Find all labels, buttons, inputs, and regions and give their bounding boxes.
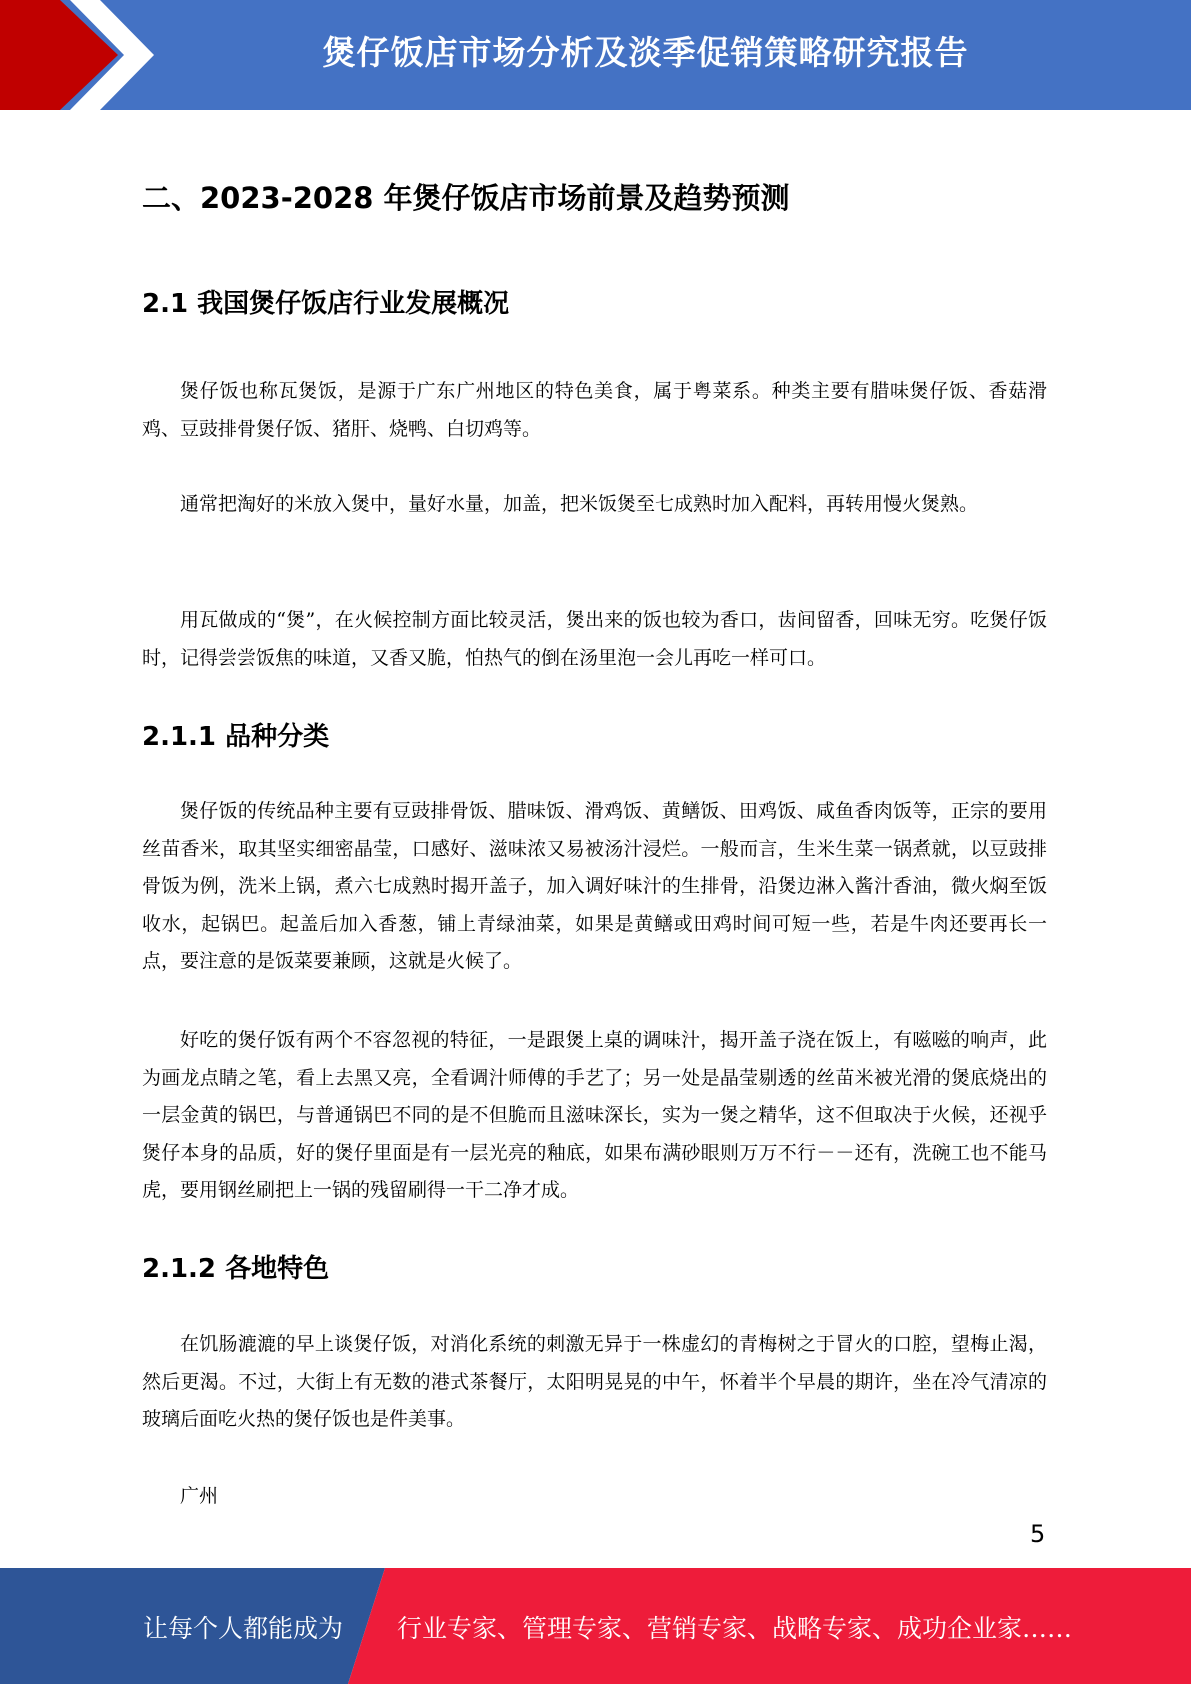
paragraph: 广州 <box>180 1485 219 1507</box>
footer-slogan-right: 行业专家、管理专家、营销专家、战略专家、成功企业家…… <box>397 1614 1073 1643</box>
footer-slogan-left: 让每个人都能成为 <box>143 1614 344 1643</box>
page-number: 5 <box>1030 1520 1046 1548</box>
paragraph: 煲仔饭的传统品种主要有豆豉排骨饭、腊味饭、滑鸡饭、黄鳝饭、田鸡饭、咸鱼香肉饭等，正宗的要用丝苗香米，取其坚实细密晶莹，口感好、滋味浓又易被汤汁浸烂。一般而言，生米生菜一锅煮就，以豆豉排骨饭为例，洗米上锅，煮六七成熟时揭开盖子，加入调好味汁的生排骨，沿煲边淋入酱汁香油，微火焖至饭收水，起锅巴。起盖后加入香葱，铺上青绿油菜，如果是黄鳝或田鸡时间可短一些，若是牛肉还要再长一点，要注意的是饭菜要兼顾，这就是火候了。 <box>142 800 1047 972</box>
paragraph: 煲仔饭也称瓦煲饭，是源于广东广州地区的特色美食，属于粤菜系。种类主要有腊味煲仔饭、香菇滑鸡、豆豉排骨煲仔饭、猪肝、烧鸭、白切鸡等。 <box>142 380 1047 440</box>
subsection-title: 2.1 我国煲仔饭店行业发展概况 <box>142 289 510 319</box>
subsubsection-title: 2.1.1 品种分类 <box>142 722 330 752</box>
subsubsection-title: 2.1.2 各地特色 <box>142 1254 330 1284</box>
header-title: 煲仔饭店市场分析及淡季促销策略研究报告 <box>322 33 969 72</box>
paragraph: 用瓦做成的“煲”，在火候控制方面比较灵活，煲出来的饭也较为香口，齿间留香，回味无穷。吃煲仔饭时，记得尝尝饭焦的味道，又香又脆，怕热气的倒在汤里泡一会儿再吃一样可口。 <box>142 609 1047 669</box>
section-title: 二、2023-2028 年煲仔饭店市场前景及趋势预测 <box>142 181 790 215</box>
paragraph: 在饥肠漉漉的早上谈煲仔饭，对消化系统的刺激无异于一株虚幻的青梅树之于冒火的口腔，望梅止渴，然后更渴。不过，大街上有无数的港式茶餐厅，太阳明晃晃的中午，怀着半个早晨的期许，坐在冷气清凉的玻璃后面吃火热的煲仔饭也是件美事。 <box>142 1333 1047 1430</box>
paragraph: 通常把淘好的米放入煲中，量好水量，加盖，把米饭煲至七成熟时加入配料，再转用慢火煲熟。 <box>180 493 979 515</box>
footer-banner <box>0 1568 1191 1684</box>
header-banner <box>0 0 1191 110</box>
paragraph: 好吃的煲仔饭有两个不容忽视的特征，一是跟煲上桌的调味汁，揭开盖子浇在饭上，有嗞嗞的响声，此为画龙点睛之笔，看上去黑又亮，全看调汁师傅的手艺了；另一处是晶莹剔透的丝苗米被光滑的煲底烧出的一层金黄的锅巴，与普通锅巴不同的是不但脆而且滋味深长，实为一煲之精华，这不但取决于火候，还视乎煲仔本身的品质，好的煲仔里面是有一层光亮的釉底，如果布满砂眼则万万不行－－还有，洗碗工也不能马虎，要用钢丝刷把上一锅的残留刷得一干二净才成。 <box>142 1029 1047 1201</box>
